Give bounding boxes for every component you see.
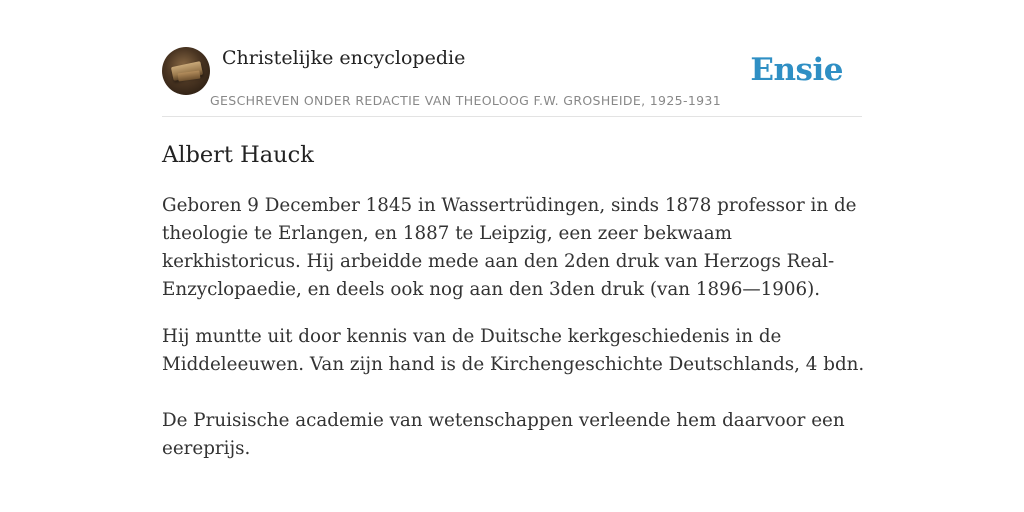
- article-paragraph: Geboren 9 December 1845 in Wassertrüdingen, sinds 1878 professor in de theologie te Erlangen, en 1887 te Leipzig, een zeer bekwaam kerkhistoricus. Hij arbeidde mede aan den 2den druk van Herzogs Real-Enzyclopaedie, en deels ook nog aan den 3den druk (van 1896—1906).: [162, 195, 857, 300]
- site-subtitle: GESCHREVEN ONDER REDACTIE VAN THEOLOOG F.W. GROSHEIDE, 1925-1931: [210, 93, 722, 108]
- article-paragraph: De Pruisische academie van wetenschappen verleende hem daarvoor een eereprijs.: [162, 410, 845, 459]
- brand-logo-link[interactable]: Ensie: [750, 52, 843, 88]
- site-logo-avatar[interactable]: [162, 47, 210, 95]
- article-title: Albert Hauck: [162, 142, 314, 168]
- article-paragraph: Hij muntte uit door kennis van de Duitsche kerkgeschiedenis in de Middeleeuwen. Van zijn hand is de Kirchengeschichte Deutschlands, 4 bdn.: [162, 326, 865, 375]
- site-header: [162, 46, 862, 117]
- book-image-secondary: [178, 71, 201, 82]
- site-name[interactable]: Christelijke encyclopedie: [222, 47, 466, 69]
